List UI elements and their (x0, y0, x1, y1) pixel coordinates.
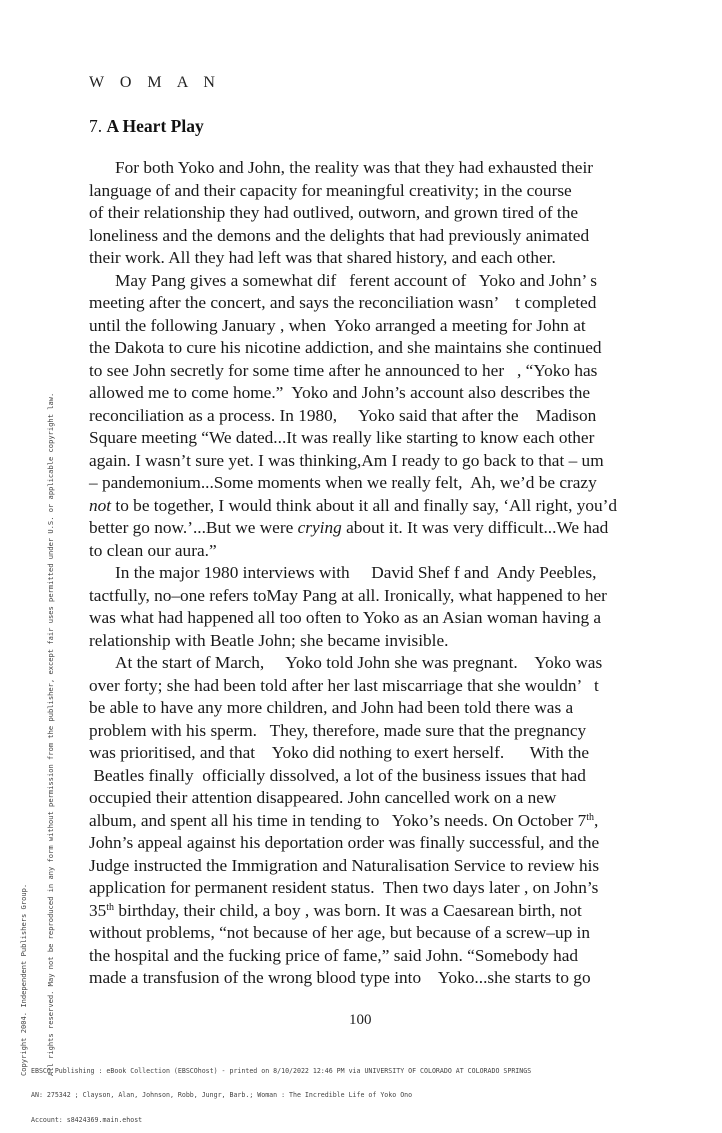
text-line: until the following January , when Yoko arranged a meeting for John at (89, 315, 586, 335)
italic-text: crying (297, 518, 342, 537)
text-line (89, 810, 644, 833)
text-line: of their relationship they had outlived, outworn, and grown tired of the (89, 203, 579, 222)
text-line (89, 517, 644, 540)
text-line: For both Yoko and John, the reality was that they had exhausted their (115, 158, 594, 177)
chapter-title: A Heart Play (106, 116, 204, 136)
body-text (89, 157, 644, 990)
text-line: be able to have any more children, and John had been told there was a (89, 698, 574, 717)
rights-line: All rights reserved. May not be reproduced in any form without permission from the publisher, except fair uses permitted under U.S. or applicable copyright law. (46, 392, 55, 1076)
text-line: tactfully, no–one refers toMay Pang at all. Ironically, what happened to her (89, 585, 607, 605)
text-run: about it. It was very difficult...We had (341, 518, 609, 537)
text-line: over forty; she had been told after her last miscarriage that she wouldn’ t (89, 675, 599, 695)
text-run: better go now.’...But we were (89, 518, 298, 537)
text-run: to be together, I would think about it all and finally say, ‘All right, you’d (111, 495, 618, 515)
text-line: Judge instructed the Immigration and Naturalisation Service to review his (89, 855, 600, 875)
text-line (89, 900, 644, 923)
italic-text: not (89, 495, 112, 515)
text-line: – pandemonium...Some moments when we really felt, Ah, we’d be crazy (89, 473, 597, 492)
text-line: Square meeting “We dated...It was really like starting to know each other (89, 428, 595, 447)
copyright-line: Copyright 2004. Independent Publishers Group. (19, 883, 28, 1076)
text-line: the hospital and the fucking price of fame,” said John. “Somebody had (89, 945, 579, 965)
text-line: made a transfusion of the wrong blood type into Yoko...she starts to go (89, 968, 591, 987)
text-run: , (594, 810, 599, 830)
text-line: to clean our aura.” (89, 540, 217, 560)
text-line: to see John secretly for some time after he announced to her , “Yoko has (89, 360, 598, 380)
running-head: W O M A N (89, 74, 221, 91)
text-run: album, and spent all his time in tending to Yoko’s needs. On October 7 (89, 810, 587, 830)
text-line: Beatles finally officially dissolved, a lot of the business issues that had (89, 765, 586, 785)
text-line: without problems, “not because of her age, but because of a screw–up in (89, 923, 590, 942)
text-line: In the major 1980 interviews with David Shef f and Andy Peebles, (115, 563, 597, 582)
footer-line: Account: s8424369.main.ehost (31, 1116, 143, 1125)
superscript: th (586, 811, 595, 823)
text-line: May Pang gives a somewhat dif ferent account of Yoko and John’ s (115, 270, 598, 290)
footer-line: EBSCO Publishing : eBook Collection (EBSCOhost) - printed on 8/10/2022 12:46 PM via UNIVERSITY OF COLORADO AT COLORADO SPRINGS (31, 1066, 532, 1075)
text-line: again. I wasn’t sure yet. I was thinking,Am I ready to go back to that – um (89, 450, 604, 470)
superscript: th (106, 901, 115, 913)
text-line: loneliness and the demons and the delights that had previously animated (89, 225, 590, 245)
text-run: 35 (89, 900, 107, 920)
text-line: was prioritised, and that Yoko did nothing to exert herself. With the (89, 743, 590, 762)
text-line: At the start of March, Yoko told John she was pregnant. Yoko was (115, 653, 603, 672)
text-line: application for permanent resident status. Then two days later , on John’s (89, 878, 599, 897)
page-number: 100 (349, 1012, 372, 1028)
text-line: occupied their attention disappeared. John cancelled work on a new (89, 788, 557, 807)
text-line: relationship with Beatle John; she became invisible. (89, 630, 449, 650)
chapter-number: 7. (89, 116, 103, 136)
text-line: their work. All they had left was that shared history, and each other. (89, 248, 556, 267)
text-run: birthday, their child, a boy , was born. It was a Caesarean birth, not (114, 900, 582, 920)
text-line: allowed me to come home.” Yoko and John’s account also describes the (89, 383, 591, 402)
text-line (89, 495, 644, 518)
text-line: language of and their capacity for meaningful creativity; in the course (89, 180, 572, 200)
text-line: meeting after the concert, and says the reconciliation wasn’ t completed (89, 293, 597, 312)
text-line: John’s appeal against his deportation order was finally successful, and the (89, 833, 600, 852)
copyright-notice (1, 346, 64, 1076)
chapter-heading (89, 116, 204, 137)
footer-line: AN: 275342 ; Clayson, Alan, Johnson, Robb, Jungr, Barb.; Woman : The Incredible Life of Yoko Ono (31, 1091, 413, 1100)
text-line: was what had happened all too often to Yoko as an Asian woman having a (89, 608, 602, 627)
text-line: reconciliation as a process. In 1980, Yoko said that after the Madison (89, 405, 597, 425)
text-line: the Dakota to cure his nicotine addiction, and she maintains she continued (89, 338, 602, 357)
print-footer (31, 1050, 531, 1133)
text-line: problem with his sperm. They, therefore, made sure that the pregnancy (89, 720, 587, 740)
